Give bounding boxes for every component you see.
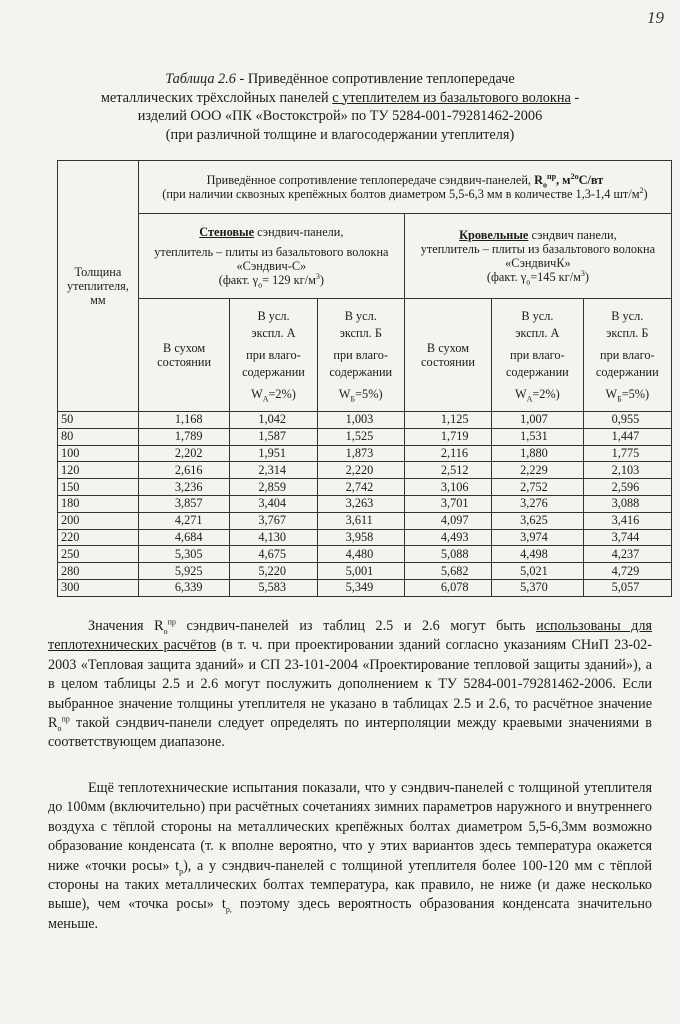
col-label: при влаго- — [510, 347, 565, 362]
value-cell: 1,447 — [583, 428, 671, 445]
value-cell: 4,480 — [317, 546, 404, 563]
value-cell: 1,042 — [230, 412, 317, 429]
value-cell: 2,512 — [404, 462, 491, 479]
header-sub: о — [542, 180, 547, 190]
value-cell: 4,729 — [583, 563, 671, 580]
density-sup: 3 — [315, 271, 320, 281]
col-label: В усл. — [257, 308, 290, 323]
para-sub: о — [57, 723, 62, 733]
col-label: =2%) — [532, 386, 560, 401]
col-label: В усл. — [521, 308, 554, 323]
density-sup: 3 — [580, 268, 585, 278]
value-cell: 3,236 — [138, 479, 230, 496]
table-row — [58, 412, 672, 429]
thickness-cell: 50 — [58, 412, 139, 429]
table-row — [58, 479, 672, 496]
value-cell: 1,007 — [492, 412, 584, 429]
value-cell: 1,880 — [492, 445, 584, 462]
header-unit: , м — [556, 173, 571, 187]
col-sub: А — [262, 393, 269, 403]
value-cell: 5,021 — [492, 563, 584, 580]
thickness-cell: 180 — [58, 495, 139, 512]
value-cell: 3,276 — [492, 495, 584, 512]
density-close: ) — [584, 270, 589, 284]
value-cell: 3,701 — [404, 495, 491, 512]
roof-material: утеплитель – плиты из базальтового волокна «СэндвичК» — [420, 242, 656, 270]
density-sub: о — [526, 277, 531, 287]
value-cell: 5,583 — [230, 579, 317, 596]
value-cell: 1,125 — [404, 412, 491, 429]
value-cell: 5,925 — [138, 563, 230, 580]
col-label: экспл. А — [251, 325, 296, 340]
value-cell: 2,616 — [138, 462, 230, 479]
value-cell: 4,130 — [230, 529, 317, 546]
value-cell: 3,416 — [583, 512, 671, 529]
table-body — [58, 412, 672, 597]
caption-title: - Приведённое сопротивление теплопередаче — [235, 71, 515, 87]
density-close: ) — [319, 273, 324, 287]
col-label: при влаго- — [246, 347, 301, 362]
caption-text: - — [570, 89, 580, 106]
table-row — [58, 445, 672, 462]
value-cell: 5,349 — [317, 579, 404, 596]
header-bolts: (при наличии сквозных крепёжных болтов диаметром 5,5-6,3 мм в количестве 1,3-1,4 шт/м — [162, 187, 640, 201]
col-label: экспл. Б — [339, 325, 382, 340]
value-cell: 1,951 — [230, 445, 317, 462]
wall-density-value: = 129 кг/м — [262, 273, 316, 287]
col-label: экспл. А — [515, 325, 560, 340]
thickness-cell: 280 — [58, 563, 139, 580]
para-text: (в т. ч. при проектировании зданий согласно указаниям СНиП 23-02-2003 «Тепловая защита зданий» и СП 23-101-2004 «Проектирование тепловой защиты зданий»), а в целом таблицы 2.5 и 2.6 могут послужить дополнением к ТУ 5284-001-79281462-2006. Если выбранное значение толщины утеплителя не указано в таблицах 2.5 и 2.6, то расчётное значение R — [48, 637, 652, 732]
value-cell: 4,498 — [492, 546, 584, 563]
roof-density: (факт. γ — [486, 270, 527, 284]
value-cell: 5,305 — [138, 546, 230, 563]
para-underlined: использованы для теплотехнических расчётов — [48, 618, 653, 654]
thickness-cell: 150 — [58, 479, 139, 496]
value-cell: 3,744 — [583, 529, 671, 546]
value-cell: 4,237 — [583, 546, 671, 563]
value-cell: 5,370 — [492, 579, 584, 596]
col-label: W — [251, 386, 263, 401]
col-label: содержании — [595, 364, 659, 379]
value-cell: 5,088 — [404, 546, 491, 563]
value-cell: 3,974 — [492, 529, 584, 546]
para-text: Значения R — [88, 618, 164, 634]
value-cell: 2,220 — [317, 462, 404, 479]
value-cell: 2,116 — [404, 445, 491, 462]
para-text: такой сэндвич-панели следует определять по интерполяции между краевыми значениями в соответствующем диапазоне. — [48, 715, 652, 751]
value-cell: 2,859 — [230, 479, 317, 496]
col-label: =2%) — [268, 386, 296, 401]
value-cell: 3,625 — [492, 512, 584, 529]
table-number: Таблица 2.6 — [165, 71, 236, 87]
col-label: =5%) — [621, 386, 650, 401]
roof-title-rest: сэндвич панели, — [528, 228, 617, 242]
col-label: =5%) — [355, 386, 383, 401]
header-text: Приведённое сопротивление теплопередаче сэндвич-панелей, — [206, 173, 535, 187]
col-label: W — [338, 386, 351, 401]
value-cell: 4,271 — [138, 512, 230, 529]
thickness-cell: 100 — [58, 445, 139, 462]
value-cell: 1,003 — [317, 412, 404, 429]
col-label: экспл. Б — [606, 325, 649, 340]
caption-line-2 — [40, 89, 640, 108]
col-a-roof — [492, 299, 584, 412]
para-text: ), а у сэндвич-панелей с толщиной утеплителя более 100-120 мм с тёплой стороны на таких металлических болтах температура, как правило, не ниже (и даже несколько выше), чем «точка росы» t — [48, 857, 652, 913]
table-row — [58, 546, 672, 563]
page-number: 19 — [647, 8, 664, 27]
wall-title: Стеновые — [199, 225, 255, 239]
table-row — [58, 462, 672, 479]
caption-text: металлических трёхслойных панелей — [100, 89, 333, 106]
value-cell: 2,202 — [138, 445, 230, 462]
thickness-header: Толщина утеплителя, мм — [58, 161, 139, 412]
thickness-cell: 250 — [58, 546, 139, 563]
header-text: ) — [643, 187, 648, 201]
value-cell: 6,078 — [404, 579, 491, 596]
col-label: В усл. — [611, 308, 644, 323]
value-cell: 3,767 — [230, 512, 317, 529]
value-cell: 1,525 — [317, 428, 404, 445]
roof-panels-header — [404, 214, 671, 299]
value-cell: 4,097 — [404, 512, 491, 529]
para-text: Ещё теплотехнические испытания показали, что у сэндвич-панелей с толщиной утеплителя до 100мм (включительно) при расчётных сочетаниях зимних параметров наружного и внутреннего воздуха с тёплой стороны на металлических крепёжных болтах диаметром 5,5-6,3мм возможно образование конденсата (т. к вполне вероятно, что у этих вариантов здесь температура окажется ниже «точки росы» t — [48, 780, 652, 874]
col-label: содержании — [505, 364, 569, 379]
value-cell: 2,596 — [583, 479, 671, 496]
col-label: W — [605, 386, 618, 401]
col-label: содержании — [242, 364, 305, 379]
value-cell: 5,057 — [583, 579, 671, 596]
caption-line-4: (при различной толщине и влагосодержании утеплителя) — [165, 126, 515, 143]
value-cell: 4,493 — [404, 529, 491, 546]
para-text: сэндвич-панелей из таблиц 2.5 и 2.6 могут быть — [175, 618, 537, 634]
header-unit-sup: 2о — [570, 171, 579, 181]
value-cell: 3,106 — [404, 479, 491, 496]
para-text: поэтому здесь вероятность образования конденсата значительно меньше. — [48, 896, 652, 932]
value-cell: 1,587 — [230, 428, 317, 445]
wall-density: (факт. γ — [218, 273, 259, 287]
caption-line-1 — [40, 70, 640, 89]
resistance-header — [138, 161, 671, 214]
col-sub: Б — [350, 393, 356, 403]
value-cell: 3,088 — [583, 495, 671, 512]
table-row — [58, 579, 672, 596]
col-sub: А — [526, 393, 533, 403]
header-sup: 2 — [639, 185, 644, 195]
thickness-cell: 120 — [58, 462, 139, 479]
density-sub: о — [258, 280, 263, 290]
para-sup: пр — [167, 617, 176, 627]
value-cell: 1,873 — [317, 445, 404, 462]
thickness-cell: 80 — [58, 428, 139, 445]
value-cell: 5,682 — [404, 563, 491, 580]
col-label: W — [514, 386, 527, 401]
col-b-roof — [583, 299, 671, 412]
col-a-wall — [230, 299, 317, 412]
header-unit-end: С/вт — [578, 173, 604, 187]
table-row — [58, 563, 672, 580]
value-cell: 2,752 — [492, 479, 584, 496]
value-cell: 1,775 — [583, 445, 671, 462]
paragraph-1 — [48, 617, 652, 753]
value-cell: 1,531 — [492, 428, 584, 445]
roof-title: Кровельные — [459, 228, 529, 242]
para-sup: пр — [61, 714, 70, 724]
para-sub: р — [179, 866, 184, 876]
resistance-table — [57, 160, 672, 597]
wall-material: утеплитель – плиты из базальтового волокна «Сэндвич-С» — [154, 245, 389, 273]
thickness-cell: 200 — [58, 512, 139, 529]
value-cell: 5,220 — [230, 563, 317, 580]
roof-density-value: =145 кг/м — [530, 270, 581, 284]
wall-panels-header — [138, 214, 404, 299]
table-caption — [40, 70, 640, 144]
caption-line-3: изделий ООО «ПК «Востокстрой» по ТУ 5284-001-79281462-2006 — [137, 108, 543, 124]
col-dry-wall: В сухом состоянии — [138, 299, 230, 412]
value-cell: 5,001 — [317, 563, 404, 580]
value-cell: 2,314 — [230, 462, 317, 479]
header-symbol: R — [534, 173, 543, 187]
paragraph-2 — [48, 779, 652, 934]
col-label: В усл. — [344, 308, 377, 323]
caption-underlined: с утеплителем из базальтового волокна — [332, 89, 571, 106]
col-label: при влаго- — [600, 347, 655, 362]
table-row — [58, 428, 672, 445]
col-sub: Б — [617, 393, 622, 403]
value-cell: 3,958 — [317, 529, 404, 546]
col-dry-roof: В сухом состоянии — [404, 299, 491, 412]
value-cell: 0,955 — [583, 412, 671, 429]
header-sup: пр — [546, 171, 557, 181]
para-sub: о — [163, 626, 168, 636]
value-cell: 3,611 — [317, 512, 404, 529]
value-cell: 6,339 — [138, 579, 230, 596]
value-cell: 2,103 — [583, 462, 671, 479]
col-label: содержании — [329, 364, 393, 379]
value-cell: 1,168 — [138, 412, 230, 429]
value-cell: 4,684 — [138, 529, 230, 546]
table-row — [58, 529, 672, 546]
wall-title-rest: сэндвич-панели, — [254, 225, 344, 239]
table-row — [58, 495, 672, 512]
thickness-cell: 300 — [58, 579, 139, 596]
para-sub: р, — [225, 905, 232, 915]
value-cell: 3,404 — [230, 495, 317, 512]
value-cell: 3,857 — [138, 495, 230, 512]
value-cell: 1,789 — [138, 428, 230, 445]
value-cell: 2,229 — [492, 462, 584, 479]
col-label: при влаго- — [333, 347, 389, 362]
value-cell: 1,719 — [404, 428, 491, 445]
table-row — [58, 512, 672, 529]
col-b-wall — [317, 299, 404, 412]
thickness-cell: 220 — [58, 529, 139, 546]
value-cell: 2,742 — [317, 479, 404, 496]
value-cell: 3,263 — [317, 495, 404, 512]
value-cell: 4,675 — [230, 546, 317, 563]
